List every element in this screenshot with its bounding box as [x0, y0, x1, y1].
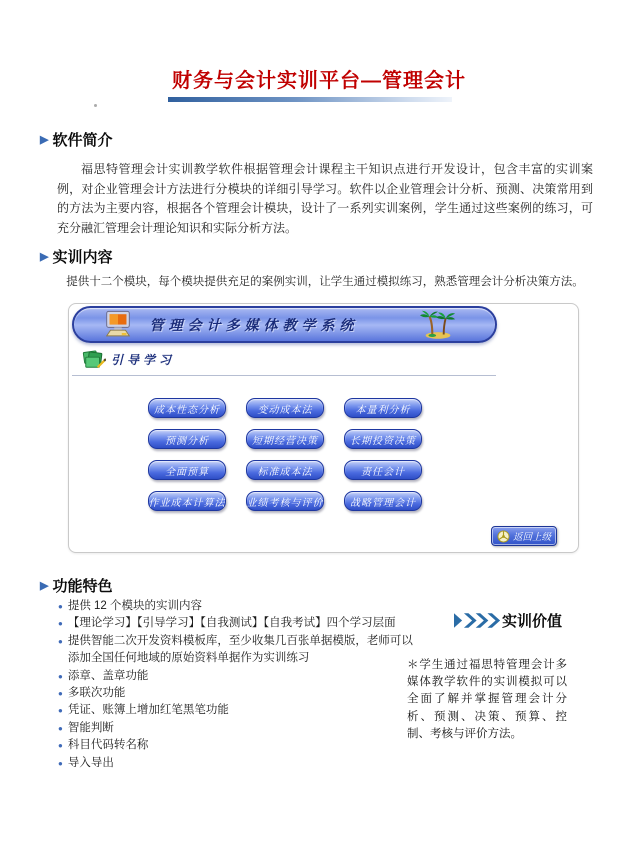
triangle-bullet-icon: ▶ [40, 580, 49, 592]
title-underline-bar [168, 97, 452, 102]
list-item: ● 提供智能二次开发资料模板库，至少收集几百张单据模版，老师可以添加全国任何地域的原始资料单据作为实训练习 [58, 633, 418, 668]
section-heading-label: 软件简介 [52, 132, 113, 149]
training-paragraph: 提供十二个模块，每个模块提供充足的案例实训，让学生通过模拟练习，熟悉管理会计分析决策方法。 [66, 276, 584, 288]
list-item: ● 提供 12 个模块的实训内容 [58, 598, 418, 615]
module-button-long-term-investment[interactable]: 长期投资决策 [344, 429, 422, 449]
module-button-short-term-decision[interactable]: 短期经营决策 [246, 429, 324, 449]
wheel-icon [497, 530, 510, 543]
stray-dot [94, 104, 97, 107]
section-heading-training [40, 246, 112, 267]
dot-bullet-icon: ● [58, 689, 63, 699]
module-button-grid [148, 398, 422, 511]
value-heading [454, 610, 562, 631]
section-heading-features [40, 575, 112, 596]
intro-paragraph: 福思特管理会计实训教学软件根据管理会计课程主干知识点进行开发设计，包含丰富的实训案例，对企业管理会计方法进行分模块的详细引导学习。软件以企业管理会计分析、预测、决策常用到的方法为主要内容，根据各个管理会计模块，设计了一系列实训案例，学生通过这些案例的练习，可充分融汇管理会计理论知识和实际分析方法。 [57, 162, 593, 235]
triangle-bullet-icon: ▶ [40, 134, 49, 146]
module-button-activity-based-costing[interactable]: 作业成本计算法 [148, 491, 226, 511]
app-title: 管理会计多媒体教学系统 [149, 318, 359, 334]
triangle-bullet-icon: ▶ [40, 251, 49, 263]
back-button-label: 返回上级 [512, 532, 551, 543]
module-button-cvp-analysis[interactable]: 本量利分析 [344, 398, 422, 418]
module-button-cost-behavior[interactable]: 成本性态分析 [148, 398, 226, 418]
app-window [68, 303, 579, 553]
list-item: ● 智能判断 [58, 720, 418, 737]
menu-label: 引导学习 [111, 352, 176, 367]
menu-row [82, 348, 175, 370]
dot-bullet-icon: ● [58, 758, 63, 768]
palm-trees-icon [419, 309, 457, 341]
list-item: ● 添章、盖章功能 [58, 668, 418, 685]
module-button-standard-costing[interactable]: 标准成本法 [246, 460, 324, 480]
list-item: ● 【理论学习】【引导学习】【自我测试】【自我考试】四个学习层面 [58, 615, 418, 632]
page-title: 财务与会计实训平台—管理会计 [172, 70, 466, 92]
dot-bullet-icon: ● [58, 602, 63, 611]
section-heading-intro [40, 129, 112, 150]
computer-icon [102, 310, 134, 341]
dot-bullet-icon: ● [58, 706, 63, 716]
value-paragraph: ＊学生通过福思特管理会计多媒体教学软件的实训模拟可以全面了解并掌握管理会计分析、预测、决策、预算、控制、考核与评价方法。 [407, 659, 567, 740]
dot-bullet-icon: ● [58, 741, 63, 751]
dot-bullet-icon: ● [58, 636, 63, 646]
section-heading-label: 实训内容 [52, 249, 113, 266]
chevrons-icon [454, 613, 501, 628]
back-button[interactable] [491, 526, 557, 546]
books-icon [82, 348, 106, 370]
separator-line [72, 375, 496, 376]
module-button-performance-evaluation[interactable]: 业绩考核与评价 [246, 491, 324, 511]
module-button-master-budget[interactable]: 全面预算 [148, 460, 226, 480]
list-item: ● 多联次功能 [58, 685, 418, 702]
list-item: ● 凭证、账簿上增加红笔黑笔功能 [58, 702, 418, 719]
dot-bullet-icon: ● [58, 619, 63, 629]
value-heading-label: 实训价值 [502, 613, 563, 630]
dot-bullet-icon: ● [58, 671, 63, 681]
list-item: ● 科目代码转名称 [58, 737, 418, 754]
module-button-strategic-accounting[interactable]: 战略管理会计 [344, 491, 422, 511]
features-list [58, 598, 418, 772]
module-button-forecast-analysis[interactable]: 预测分析 [148, 429, 226, 449]
section-heading-label: 功能特色 [52, 578, 113, 595]
list-item: ● 导入导出 [58, 755, 418, 772]
module-button-variable-costing[interactable]: 变动成本法 [246, 398, 324, 418]
dot-bullet-icon: ● [58, 723, 63, 733]
module-button-responsibility-accounting[interactable]: 责任会计 [344, 460, 422, 480]
app-titlebar [72, 306, 497, 343]
